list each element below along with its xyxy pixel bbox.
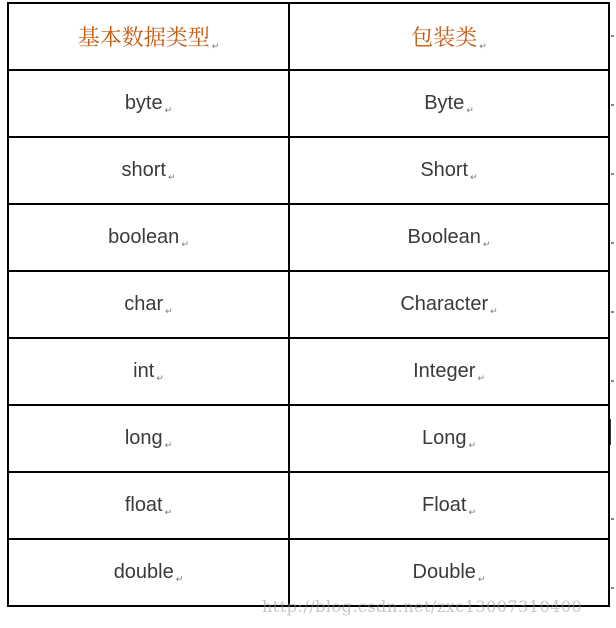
table-cell-primitive[interactable] [8, 539, 289, 606]
cell-text: Long [421, 426, 467, 449]
end-of-row-marker [611, 104, 614, 106]
table-cell-primitive[interactable] [8, 70, 289, 137]
table-cell-wrapper[interactable] [289, 70, 609, 137]
header-text: 包装类 [411, 26, 478, 51]
cell-text: Double [412, 560, 476, 583]
table-row [8, 472, 609, 539]
paragraph-mark-icon: ↵ [181, 239, 189, 250]
cell-text: int [133, 359, 155, 382]
paragraph-mark-icon: ↵ [479, 42, 487, 52]
cell-text: Boolean [407, 225, 481, 248]
table-cell-primitive[interactable] [8, 405, 289, 472]
paragraph-mark-icon: ↵ [477, 373, 485, 384]
header-cell-primitive-type[interactable] [8, 3, 289, 70]
paragraph-mark-icon: ↵ [156, 373, 164, 384]
cell-text: short [121, 158, 166, 181]
cell-text: Byte [424, 91, 465, 114]
wrapper-class-table [7, 2, 610, 607]
paragraph-mark-icon: ↵ [466, 105, 474, 116]
table-cell-wrapper[interactable] [289, 472, 609, 539]
cell-text: Short [420, 158, 469, 181]
paragraph-mark-icon: ↵ [468, 507, 476, 518]
paragraph-mark-icon: ↵ [164, 507, 173, 518]
end-of-row-marker [611, 173, 614, 175]
table-cell-primitive[interactable] [8, 338, 289, 405]
cell-text: long [124, 426, 163, 449]
paragraph-mark-icon: ↵ [164, 105, 173, 116]
end-of-row-marker [611, 380, 614, 382]
table-cell-primitive[interactable] [8, 472, 289, 539]
cell-text: char [124, 292, 164, 315]
text-cursor [610, 419, 611, 445]
end-of-row-marker [611, 35, 614, 37]
cell-text: Integer [413, 359, 476, 382]
paragraph-mark-icon: ↵ [482, 239, 491, 250]
end-of-row-marker [611, 587, 614, 589]
header-cell-wrapper-class[interactable] [289, 3, 609, 70]
table-cell-wrapper[interactable] [289, 137, 609, 204]
table-row [8, 204, 609, 271]
paragraph-mark-icon: ↵ [490, 306, 498, 317]
paragraph-mark-icon: ↵ [164, 440, 173, 451]
table-cell-wrapper[interactable] [289, 405, 609, 472]
end-of-row-marker [611, 242, 614, 244]
watermark-url: http://blog.csdn.net/zxc13007310400 [262, 597, 583, 616]
end-of-row-marker [611, 311, 614, 313]
table-row [8, 271, 609, 338]
table-row [8, 70, 609, 137]
end-of-row-marker [611, 518, 614, 520]
paragraph-mark-icon: ↵ [167, 172, 176, 183]
table-row [8, 137, 609, 204]
cell-text: double [113, 560, 174, 583]
table-row [8, 539, 609, 606]
table-cell-primitive[interactable] [8, 271, 289, 338]
paragraph-mark-icon: ↵ [175, 574, 184, 585]
table-row [8, 405, 609, 472]
table-row [8, 338, 609, 405]
table-cell-primitive[interactable] [8, 204, 289, 271]
paragraph-mark-icon: ↵ [165, 306, 173, 317]
header-text: 基本数据类型 [77, 26, 210, 51]
cell-text: float [124, 493, 163, 516]
cell-text: byte [124, 91, 163, 114]
table-cell-primitive[interactable] [8, 137, 289, 204]
paragraph-mark-icon: ↵ [470, 172, 478, 183]
paragraph-mark-icon: ↵ [211, 42, 220, 52]
table-header-row [8, 3, 609, 70]
table-cell-wrapper[interactable] [289, 204, 609, 271]
paragraph-mark-icon: ↵ [468, 440, 477, 451]
cell-text: Character [400, 292, 489, 315]
table-cell-wrapper[interactable] [289, 539, 609, 606]
cell-text: Float [421, 493, 467, 516]
cell-text: boolean [108, 225, 180, 248]
paragraph-mark-icon: ↵ [477, 574, 486, 585]
table-cell-wrapper[interactable] [289, 338, 609, 405]
table-cell-wrapper[interactable] [289, 271, 609, 338]
